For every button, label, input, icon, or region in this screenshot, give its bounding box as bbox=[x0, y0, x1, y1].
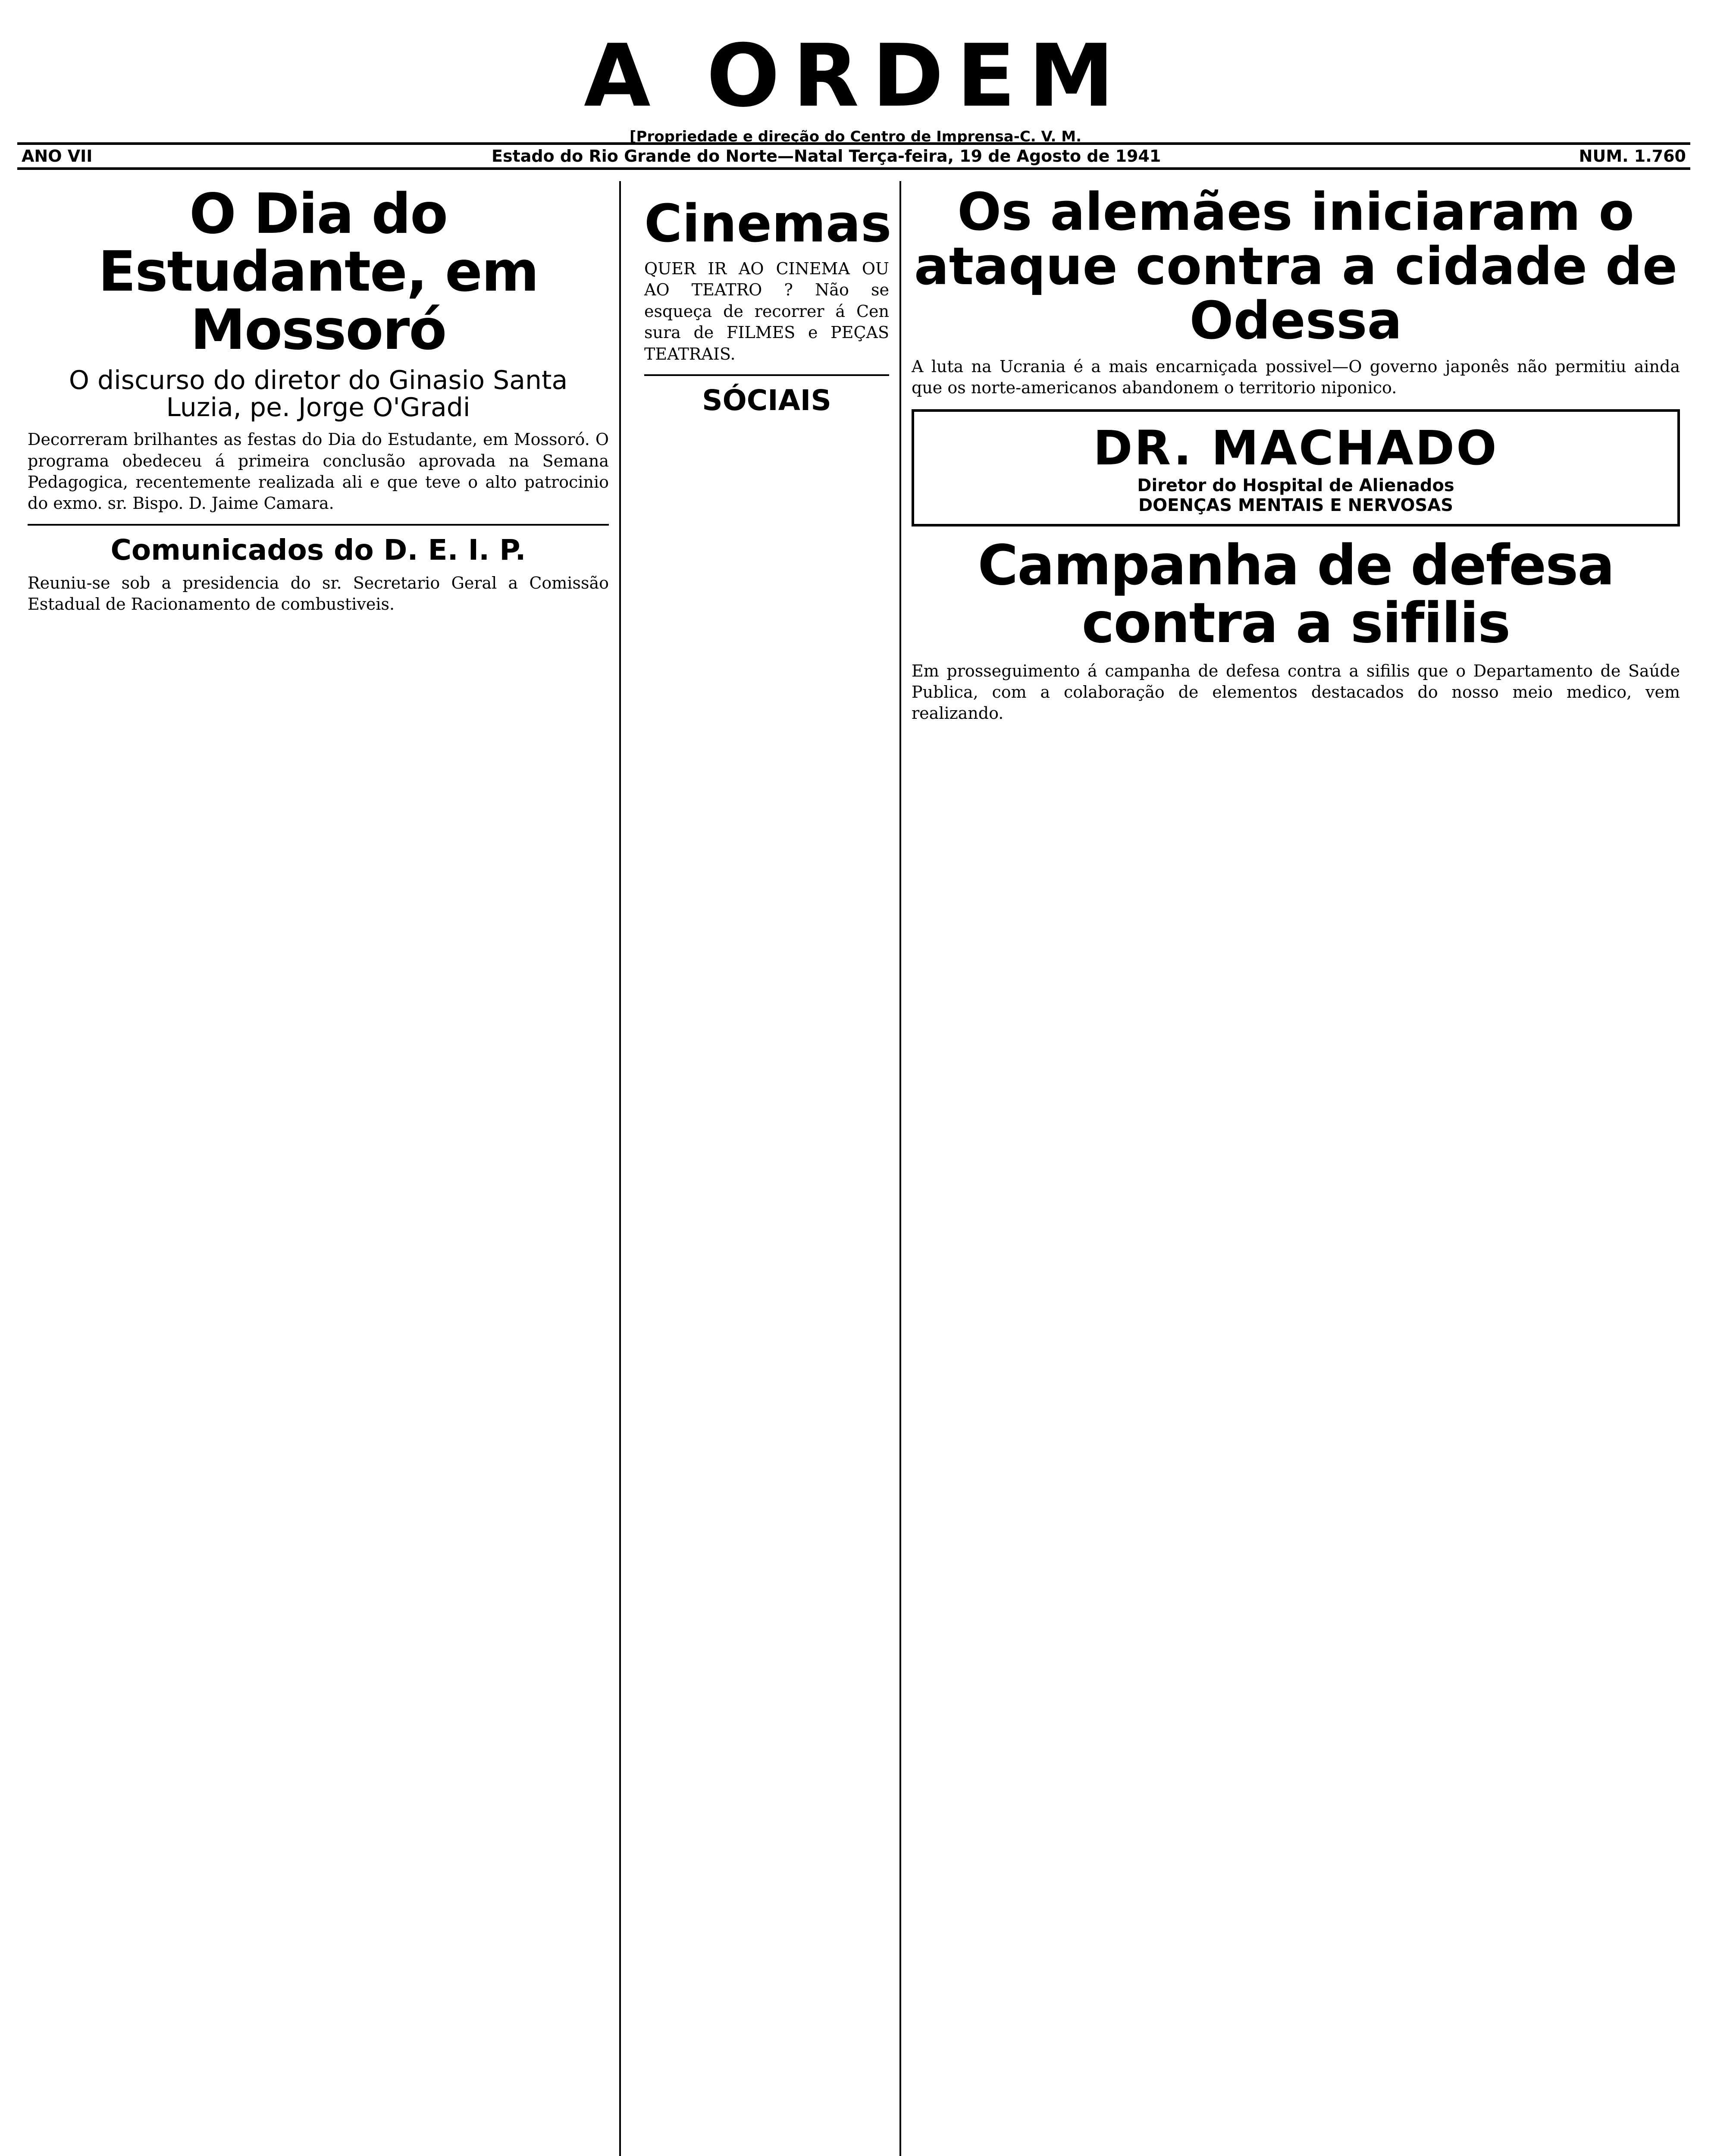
ad-line: Diretor do Hospital de Alienados bbox=[1137, 475, 1454, 495]
headline-deip: Comunicados do D. E. I. P. bbox=[110, 533, 526, 567]
paper-title: A ORDEM bbox=[583, 26, 1128, 126]
headline-odessa: Os alemães iniciaram o ataque contra a cidade de Odessa bbox=[914, 182, 1678, 351]
divider bbox=[28, 524, 609, 526]
column-right bbox=[901, 181, 1690, 2156]
column-middle bbox=[634, 181, 901, 2156]
ad-dr-machado bbox=[912, 409, 1680, 526]
article-body: Decorreram brilhantes as festas do Dia do Estudante, em Mossoró. O programa obedeceu á primeira conclusão aprovada na Semana Pedagogica, recentemente realizada ali e que teve o alto patrocinio do exmo. sr. Bispo. D. Jaime Camara. bbox=[28, 430, 609, 513]
sociais-heading: SÓCIAIS bbox=[702, 383, 831, 417]
headline-dia-estudante: O Dia do Estudante, em Mossoró bbox=[98, 182, 539, 362]
column-left bbox=[17, 181, 621, 2156]
ownership-line: [Propriedade e direção do Centro de Imprensa-C. V. M. bbox=[629, 128, 1081, 145]
cinemas-body: QUER IR AO CINEMA OU AO TEATRO ? Não se esqueça de recorrer á Cen sura de FILMES e PEÇAS TEATRAIS. bbox=[644, 259, 889, 364]
cinemas-heading: Cinemas bbox=[644, 194, 892, 254]
divider bbox=[644, 374, 889, 376]
year-label: ANO VII bbox=[22, 147, 93, 166]
ad-line: DOENÇAS MENTAIS E NERVOSAS bbox=[1138, 495, 1454, 515]
place-date: Estado do Rio Grande do Norte—Natal Terça-feira, 19 de Agosto de 1941 bbox=[492, 147, 1161, 166]
subheadline-discurso: O discurso do diretor do Ginasio Santa Luzia, pe. Jorge O'Gradi bbox=[69, 365, 568, 423]
headline-sifilis: Campanha de defesa contra a sifilis bbox=[978, 533, 1614, 656]
dateline-bar bbox=[17, 142, 1690, 170]
lead-odessa: A luta na Ucrania é a mais encarniçada possivel—O governo japonês não permitiu ainda que os norte-americanos abandonem o territorio niponico. bbox=[912, 357, 1680, 398]
ad-title: DR. MACHADO bbox=[1093, 420, 1498, 476]
masthead bbox=[0, 26, 1711, 145]
article-body: Reuniu-se sob a presidencia do sr. Secretario Geral a Comissão Estadual de Racionamento de combustiveis. bbox=[28, 573, 609, 614]
article-body: Em prosseguimento á campanha de defesa contra a sifilis que o Departamento de Saúde Publica, com a colaboração de elementos destacados do nosso meio medico, vem realizando. bbox=[912, 661, 1680, 723]
issue-number: NUM. 1.760 bbox=[1579, 147, 1686, 166]
